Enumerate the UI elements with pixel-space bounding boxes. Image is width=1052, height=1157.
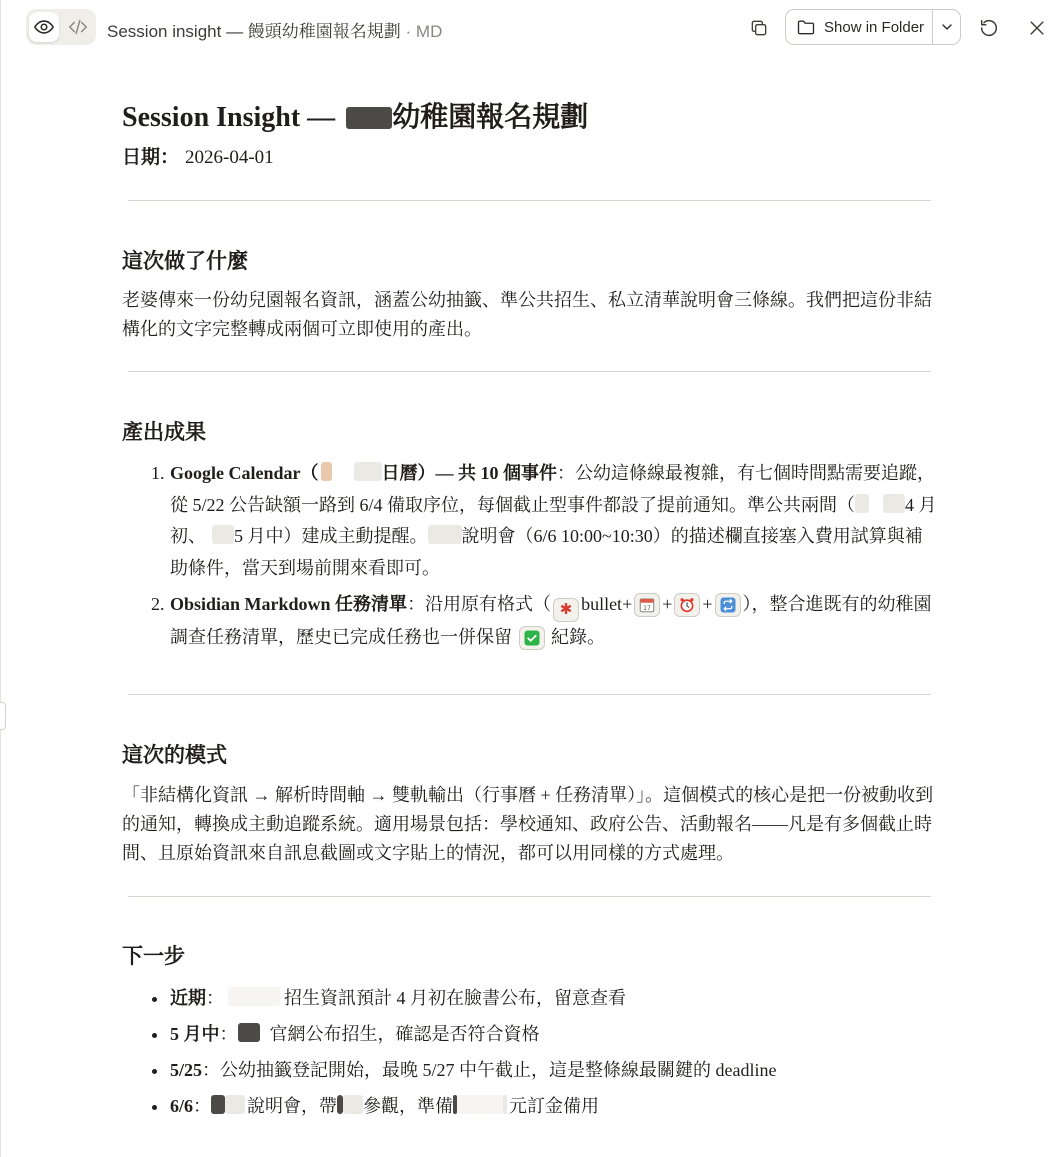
- redacted-text: [883, 494, 905, 513]
- calendar-icon: [634, 593, 660, 617]
- section-body-pattern: 「非結構化資訊 → 解析時間軸 → 雙軌輸出（行事曆 + 任務清單）」。這個模式的核心是把一份被動收到的通知，轉換成主動追蹤系統。適用場景包括：學校通知、政府公告、活動報名——凡是有多個截止時間、且原始資訊來自訊息截圖或文字貼上的情況，都可以用同樣的方式處理。: [122, 785, 934, 864]
- redacted-text: [428, 525, 462, 544]
- show-in-folder-button[interactable]: [786, 10, 932, 44]
- eye-icon: [33, 16, 55, 38]
- svg-text:17: 17: [643, 604, 652, 612]
- page-title-suffix: 幼稚園報名規劃: [392, 102, 589, 133]
- item-text-a: ：: [206, 988, 224, 1009]
- chevron-down-icon: [939, 19, 955, 35]
- document-title-text: Session insight — 饅頭幼稚園報名規劃: [107, 22, 401, 41]
- section-heading-what: 這次做了什麼: [122, 249, 248, 273]
- item-text-b: 4 月初、: [170, 494, 937, 546]
- redacted-text: [225, 1095, 245, 1114]
- redacted-text: [503, 1095, 507, 1114]
- list-item: [169, 1016, 937, 1052]
- redacted-text: [228, 987, 280, 1006]
- item-text-c: 5 月中）建成主動提醒。: [234, 526, 428, 546]
- section-divider: [128, 896, 931, 897]
- date-value: 2026-04-01: [185, 147, 274, 168]
- section-heading-outputs: 產出成果: [122, 420, 206, 444]
- list-item: [169, 589, 937, 653]
- bullet-word: bullet: [581, 594, 623, 614]
- item-bold: 5/25: [170, 1060, 203, 1081]
- redacted-text: [855, 494, 869, 513]
- show-in-folder-group: [785, 9, 961, 45]
- next-steps-list: [122, 980, 937, 1124]
- date-line: [122, 142, 937, 174]
- item-text-b: ），整合進既有的幼稚園調查任務清單，歷史已完成任務也一併保留: [170, 594, 932, 647]
- item-bold-b: 日曆）— 共 10 個事件: [381, 463, 557, 483]
- item-bold-a: Google Calendar（: [170, 463, 319, 483]
- close-button[interactable]: [1022, 13, 1052, 43]
- item-text-d: 說明會（6/6 10:00~10:30）的描述欄直接塞入費用試算與補助條件，當天到場前開來看即可。: [170, 526, 923, 578]
- redacted-text: [457, 1095, 503, 1114]
- repeat-icon: [715, 593, 741, 617]
- folder-icon: [796, 17, 816, 37]
- section-heading-pattern: 這次的模式: [122, 743, 227, 768]
- plus-sign: +: [662, 594, 673, 614]
- item-bold: 5 月中: [170, 1024, 220, 1045]
- item-text-a: ：: [219, 1024, 238, 1045]
- check-mark-icon: [519, 626, 545, 650]
- redacted-text: [238, 1023, 260, 1042]
- window-left-edge: [0, 0, 1, 1157]
- view-mode-toggle: [26, 9, 96, 45]
- item-text-a: ：: [193, 1096, 212, 1117]
- redacted-text: [211, 1095, 225, 1114]
- preview-mode-button[interactable]: [29, 12, 59, 42]
- copy-icon: [749, 18, 769, 38]
- item-text-c: 紀錄。: [551, 626, 605, 647]
- redacted-text: [354, 462, 382, 481]
- item-text-b: 說明會，帶: [247, 1096, 338, 1117]
- redacted-text: [321, 462, 332, 481]
- source-mode-button[interactable]: [63, 12, 93, 42]
- item-bold: 6/6: [170, 1096, 194, 1117]
- alarm-clock-icon: [674, 593, 700, 617]
- refresh-button[interactable]: [974, 13, 1004, 43]
- code-icon: [67, 16, 89, 38]
- document-title: [107, 17, 442, 42]
- copy-button[interactable]: [744, 13, 774, 43]
- item-text-c: 參觀，準備: [363, 1096, 454, 1117]
- redacted-text: [346, 107, 392, 129]
- section-divider: [128, 371, 931, 372]
- outputs-list: [122, 458, 937, 653]
- redacted-text: [343, 1095, 363, 1114]
- show-in-folder-label: Show in Folder: [824, 18, 925, 36]
- item-text-a: ：公幼這條線最複雜，有七個時間點需要追蹤，從 5/22 公告缺額一路到 6/4 備取序位，每個截止型事件都設了提前通知。準公共兩間（: [170, 463, 935, 515]
- date-label: 日期：: [122, 147, 180, 168]
- refresh-icon: [978, 17, 1000, 39]
- item-text-d: 元訂金備用: [509, 1096, 600, 1117]
- section-heading-next: 下一步: [122, 944, 185, 969]
- page-title: [122, 96, 937, 140]
- page-title-prefix: Session Insight —: [122, 102, 336, 133]
- close-icon: [1027, 18, 1047, 38]
- list-item: [169, 458, 937, 584]
- list-item: [169, 1088, 937, 1124]
- open-options-dropdown[interactable]: [933, 10, 961, 44]
- sidebar-collapse-handle[interactable]: [0, 702, 6, 730]
- item-bold: 近期: [170, 988, 206, 1009]
- item-text-a: ：公幼抽籤登記開始，最晚 5/27 中午截止，這是整條線最關鍵的 deadline: [202, 1060, 777, 1081]
- plus-sign: +: [622, 594, 633, 614]
- item-text-b: 招生資訊預計 4 月初在臉書公布，留意查看: [284, 988, 626, 1009]
- section-body-what: 老婆傳來一份幼兒園報名資訊，涵蓋公幼抽籤、準公共招生、私立清華說明會三條線。我們把這份非結構化的文字完整轉成兩個可立即使用的產出。: [122, 290, 932, 339]
- file-format-badge: · MD: [405, 22, 443, 41]
- list-item: [169, 1052, 937, 1088]
- markdown-preview: [122, 96, 937, 1124]
- item-text-a: ：沿用原有格式（: [407, 594, 552, 614]
- top-bar: [0, 0, 1052, 56]
- plus-sign: +: [702, 594, 713, 614]
- item-bold: Obsidian Markdown 任務清單: [170, 594, 408, 614]
- list-item: [169, 980, 937, 1016]
- section-divider: [128, 694, 931, 695]
- item-text-b: 官網公布招生，確認是否符合資格: [269, 1024, 540, 1045]
- redacted-text: [212, 525, 234, 544]
- section-divider: [128, 200, 931, 201]
- red-asterisk-icon: ✱: [553, 598, 579, 622]
